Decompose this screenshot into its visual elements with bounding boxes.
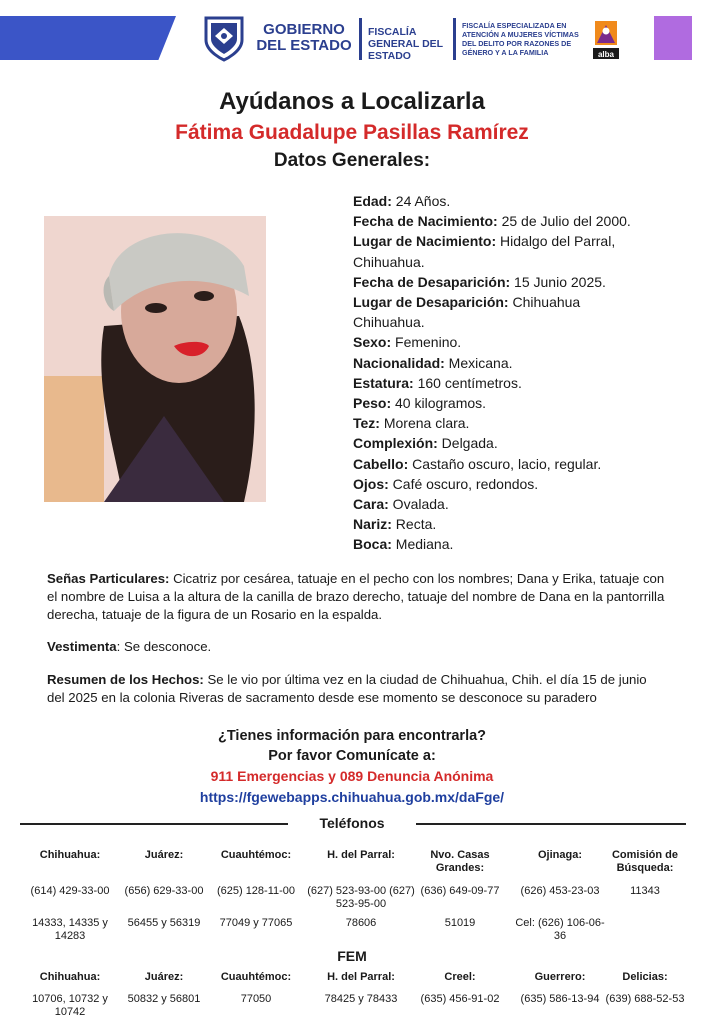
fem-cell: (635) 456-91-02	[420, 993, 500, 1005]
telefonos-header: Nvo. Casas Grandes:	[430, 849, 490, 874]
detail-value: Delgada.	[437, 435, 498, 452]
telefonos-header: Comisión de Búsqueda:	[611, 849, 678, 874]
detail-row	[353, 454, 653, 474]
resumen-label: Resumen de los Hechos:	[47, 672, 204, 687]
detail-row	[353, 534, 653, 554]
detail-label: Tez:	[353, 415, 380, 432]
vestimenta	[47, 638, 667, 656]
detail-value: Morena clara.	[379, 415, 470, 432]
detail-row	[353, 393, 653, 413]
senas-particulares	[47, 570, 667, 624]
alba-logo-label: alba	[597, 50, 615, 59]
blue-band	[0, 16, 176, 60]
detail-row	[353, 272, 653, 292]
telefonos-cell: (627) 523-93-00 (627) 523-95-00	[307, 885, 415, 910]
telefonos-header: H. del Parral:	[327, 849, 395, 861]
detail-label: Cara:	[353, 496, 389, 513]
header	[0, 0, 704, 78]
detail-row	[353, 332, 653, 352]
telefonos-cell: Cel: (626) 106-06-36	[515, 917, 605, 942]
telefonos-cell: 14333, 14335 y 14283	[32, 917, 108, 942]
detail-label: Edad:	[353, 193, 392, 209]
telefonos-cell: 56455 y 56319	[127, 917, 201, 929]
detail-row	[353, 373, 653, 393]
fem-header: Juárez:	[144, 971, 184, 983]
detail-row	[353, 353, 653, 373]
person-photo	[44, 216, 266, 502]
fem-cell: 10706, 10732 y 10742	[32, 993, 108, 1018]
telefonos-cell: (626) 453-23-03	[520, 885, 600, 897]
telefonos-header: Chihuahua:	[39, 849, 101, 861]
detail-row	[353, 191, 653, 211]
detail-value: Chihuahua Chihuahua.	[353, 294, 581, 331]
detail-label: Lugar de Desaparición:	[353, 294, 509, 311]
fem-header: Creel:	[444, 971, 476, 983]
fem-cell: 78425 y 78433	[324, 993, 398, 1005]
telefonos-cell: 77049 y 77065	[219, 917, 293, 929]
senas-value: Cicatriz por cesárea, tatuaje en el pecho con los nombres; Dana y Erika, tatuaje con el nombre de Luisa a la altura de la canilla de brazo derecho, tatuaje del nombre de Dana en la pantorrilla derecha, tatuaje de la figura de un Rosario en la espalda.	[47, 571, 665, 622]
detail-value: 15 Junio 2025.	[510, 273, 606, 290]
detail-row	[353, 231, 653, 271]
fiscalia-especializada-text: FISCALÍA ESPECIALIZADA EN ATENCIÓN A MUJERES VÍCTIMAS DEL DELITO POR RAZONES DE GÉNERO Y A LA FAMILIA	[462, 21, 579, 57]
detail-label: Ojos:	[353, 475, 389, 492]
telefonos-cell: (614) 429-33-00	[30, 885, 110, 897]
detail-label: Boca:	[353, 536, 392, 553]
detail-label: Cabello:	[353, 455, 409, 472]
detail-value: Mexicana.	[444, 354, 513, 371]
detail-row	[353, 211, 653, 231]
details-list	[353, 191, 653, 555]
contact-question: ¿Tienes información para encontrarla?	[217, 728, 487, 744]
detail-row	[353, 494, 653, 514]
detail-value: 40 kilogramos.	[391, 395, 487, 412]
fem-header: Chihuahua:	[39, 971, 101, 983]
detail-label: Nariz:	[353, 516, 392, 533]
alba-logo-icon	[591, 17, 621, 61]
detail-label: Complexión:	[353, 435, 438, 452]
section-divider-right	[416, 823, 686, 825]
detail-label: Fecha de Nacimiento:	[353, 213, 498, 230]
fem-cell: (635) 586-13-94	[520, 993, 600, 1005]
emergency-numbers: 911 Emergencias y 089 Denuncia Anónima	[210, 768, 494, 784]
fiscalia-logo-text: FISCALÍA GENERAL DEL ESTADO	[368, 26, 443, 62]
detail-row	[353, 292, 653, 332]
telefonos-header: Cuauhtémoc:	[220, 849, 292, 861]
missing-person-name: Fátima Guadalupe Pasillas Ramírez	[175, 121, 529, 144]
detail-value: Mediana.	[391, 536, 454, 553]
vestimenta-value: : Se desconoce.	[116, 639, 212, 654]
section-title: Datos Generales:	[273, 150, 431, 171]
state-shield-icon	[203, 14, 245, 62]
detail-value: Recta.	[391, 516, 437, 533]
fem-header: H. del Parral:	[327, 971, 395, 983]
detail-value: Femenino.	[391, 334, 462, 351]
telefonos-header: Ojinaga:	[537, 849, 582, 861]
telefonos-title: Teléfonos	[319, 815, 385, 831]
telefonos-cell: (625) 128-11-00	[216, 885, 296, 897]
detail-label: Sexo:	[353, 334, 392, 351]
detail-label: Fecha de Desaparición:	[353, 273, 511, 290]
detail-value: Ovalada.	[388, 496, 449, 513]
detail-label: Nacionalidad:	[353, 354, 445, 371]
senas-label: Señas Particulares:	[47, 571, 170, 586]
telefonos-cell: (636) 649-09-77	[420, 885, 500, 897]
violet-band	[654, 16, 692, 60]
fem-header: Delicias:	[622, 971, 668, 983]
detail-value: 160 centímetros.	[413, 374, 522, 391]
detail-label: Estatura:	[353, 374, 414, 391]
fem-title: FEM	[337, 948, 367, 964]
detail-value: Café oscuro, redondos.	[388, 475, 539, 492]
contact-url-link[interactable]: https://fgewebapps.chihuahua.gob.mx/daFge/	[199, 789, 505, 805]
telefonos-cell: (656) 629-33-00	[124, 885, 204, 897]
resumen-hechos	[47, 671, 667, 707]
divider	[359, 18, 362, 60]
resumen-value: Se le vio por última vez en la ciudad de Chihuahua, Chih. el día 15 de junio del 2025 en la colonia Riveras de sacramento desde ese momento se desconoce su paradero	[47, 672, 647, 705]
detail-row	[353, 433, 653, 453]
telefonos-header: Juárez:	[144, 849, 184, 861]
detail-value: Castaño oscuro, lacio, regular.	[408, 455, 602, 472]
fem-header: Cuauhtémoc:	[220, 971, 292, 983]
detail-row	[353, 514, 653, 534]
fem-cell: 50832 y 56801	[127, 993, 201, 1005]
telefonos-cell: 51019	[444, 917, 476, 929]
detail-label: Peso:	[353, 395, 392, 412]
telefonos-cell: 11343	[630, 885, 660, 897]
page-title: Ayúdanos a Localizarla	[219, 88, 485, 115]
detail-value: Hidalgo del Parral, Chihuahua.	[353, 233, 616, 270]
divider	[453, 18, 456, 60]
contact-request: Por favor Comunícate a:	[268, 748, 436, 764]
detail-value: 25 de Julio del 2000.	[497, 213, 631, 230]
vestimenta-label: Vestimenta	[47, 639, 117, 654]
fem-cell: (639) 688-52-53	[605, 993, 685, 1005]
portrait-illustration	[44, 216, 266, 502]
detail-value: 24 Años.	[391, 193, 451, 209]
fem-header: Guerrero:	[534, 971, 586, 983]
detail-row	[353, 474, 653, 494]
telefonos-cell: 78606	[345, 917, 377, 929]
fem-cell: 77050	[240, 993, 272, 1005]
detail-label: Lugar de Nacimiento:	[353, 233, 497, 250]
gobierno-logo-text: GOBIERNO DEL ESTADO	[256, 21, 352, 54]
detail-row	[353, 413, 653, 433]
